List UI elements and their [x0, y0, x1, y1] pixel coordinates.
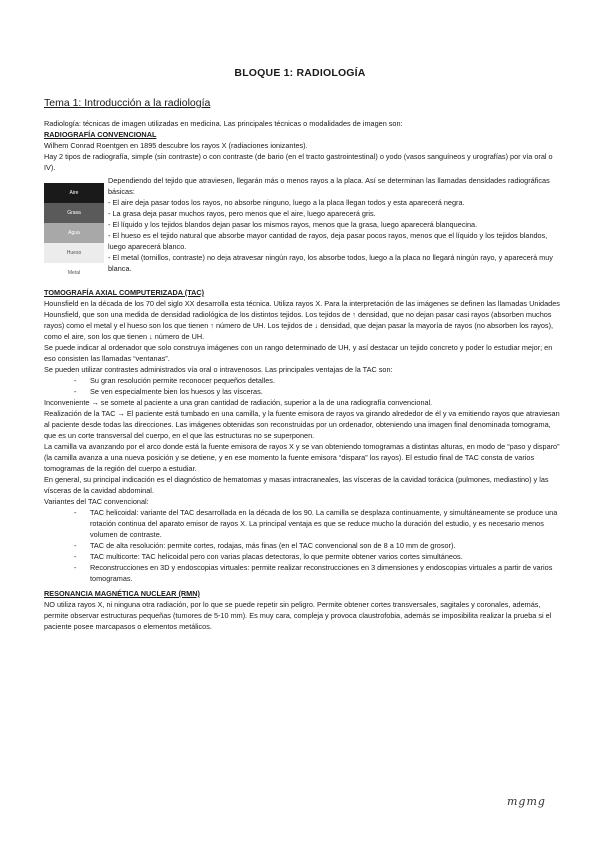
bullet-dash: -: [74, 541, 77, 550]
list-item: [44, 375, 564, 386]
density-text: [104, 175, 564, 283]
page-title: BLOQUE 1: RADIOLOGÍA: [234, 67, 366, 79]
density-scale: [44, 183, 104, 283]
density-item: - El hueso es el tejido natural que absorbe mayor cantidad de rayos, deja pasar pocos rayos, menos que el líquido y los tejidos blandos, luego aparecerá blanco.: [108, 231, 548, 251]
paragraph: Realización de la TAC → El paciente está tumbado en una camilla, y la fuente emisora de rayos va girando alrededor de él y va emitiendo rayos que atraviesan al paciente desde todas las direcciones. Las imágenes obtenidas son reconstruidas por un ordenador, obteniendo una imagen final denominada tomograma, que es un corte transversal del cuerpo, en el que las estructuras no se superponen.: [44, 409, 560, 440]
density-item: - El metal (tornillos, contraste) no deja atravesar ningún rayo, los absorbe todos, luego a la placa no llegará ningún rayo, y aparecerá muy blanca.: [108, 253, 553, 273]
radiologia-intro: Radiología: técnicas de imagen utilizadas en medicina. Las principales técnicas o modalidades de imagen son:: [44, 119, 403, 128]
bullet-dash: -: [74, 387, 77, 396]
swatch-hueso: Hueso: [44, 243, 104, 263]
radiografia-heading: RADIOGRAFÍA CONVENCIONAL: [44, 130, 157, 139]
list-item: [44, 386, 564, 397]
paragraph: En general, su principal indicación es el diagnóstico de hematomas y masas intracraneales, las vísceras de la cavidad torácica (pulmones, mediastino) y las vísceras de la cavidad abdominal.: [44, 475, 549, 495]
swatch-grasa: Grasa: [44, 203, 104, 223]
swatch-metal: Metal: [44, 263, 104, 283]
paragraph: Se pueden utilizar contrastes administrados vía oral o intravenosos. Las principales ventajas de la TAC son:: [44, 365, 393, 374]
paragraph: Wilhem Conrad Roentgen en 1895 descubre los rayos X (radiaciones ionizantes).: [44, 141, 308, 150]
paragraph: Inconveniente → se somete al paciente a una gran cantidad de radiación, superior a la de una radiografía convencional.: [44, 398, 433, 407]
list-item-text: TAC multicorte: TAC helicoidal pero con varias placas detectoras, lo que permite obtener varios cortes simultáneos.: [90, 552, 463, 561]
document-body: [44, 118, 564, 632]
list-item-text: Se ven especialmente bien los huesos y las vísceras.: [90, 387, 263, 396]
paragraph: Hay 2 tipos de radiografía, simple (sin contraste) o con contraste (de bario (en el tracto gastrointestinal) o yodo (vasos sanguíneos y urografías) por vía oral o IV).: [44, 152, 553, 172]
paragraph: Se puede indicar al ordenador que solo construya imágenes con un rango determinado de UH, y así destacar un tejido concreto y poder lo estudiar mejor; en eso consisten las llamadas “ventanas”.: [44, 343, 553, 363]
rmn-heading: RESONANCIA MAGNÉTICA NUCLEAR (RMN): [44, 589, 200, 598]
author-signature: mgmg: [507, 795, 546, 808]
list-item-text: TAC helicoidal: variante del TAC desarrollada en la década de los 90. La camilla se desplaza continuamente, y simultáneamente se produce una rotación continua del aparato emisor de rayos X. La principal ventaja es que se reduce mucho la duración del estudio, y es necesario menos volumen de contraste.: [90, 508, 558, 539]
paragraph: Variantes del TAC convencional:: [44, 497, 149, 506]
paragraph: La camilla va avanzando por el arco donde está la fuente emisora de rayos X y se van obteniendo tomogramas a distintas alturas, en modo de “paso y disparo” (la camilla avanza a una nueva posición y se detiene, y en ese momento la fuente emisora “dispara” los rayos). El estudio final de TAC consta de varios tomogramas de la región del cuerpo a estudiar.: [44, 442, 560, 473]
list-item-text: Su gran resolución permite reconocer pequeños detalles.: [90, 376, 275, 385]
density-intro: Dependiendo del tejido que atraviesen, llegarán más o menos rayos a la placa. Así se determinan las llamadas densidades radiográficas básicas:: [108, 176, 550, 196]
paragraph: Hounsfield en la década de los 70 del siglo XX desarrolla esta técnica. Utiliza rayos X. Para la interpretación de las imágenes se definen las llamadas Unidades Hounsfield, que son una medida de densidad radiológica de los distintos tejidos. Los tejidos de ↑ densidad, que no dejan pasar casi rayos (absorben muchos rayos) como el metal y el hueso son los que tienen ↑ número de UH. Los tejidos de ↓ densidad, que dejan pasar la mayoría de rayos (no absorben los rayos), como el aire, son los que tienen ↓ número de UH.: [44, 299, 560, 341]
list-item: [44, 551, 564, 562]
swatch-agua: Agua: [44, 223, 104, 243]
bullet-dash: -: [74, 563, 77, 572]
density-figure: [44, 175, 564, 283]
bullet-dash: -: [74, 508, 77, 517]
list-item: [44, 507, 564, 540]
density-item: - La grasa deja pasar muchos rayos, pero menos que el aire, luego aparecerá gris.: [108, 209, 376, 218]
density-item: - El aire deja pasar todos los rayos, no absorbe ninguno, luego a la placa llegan todos y esta aparecerá negra.: [108, 198, 465, 207]
bullet-dash: -: [74, 376, 77, 385]
list-item: [44, 540, 564, 551]
tac-heading: TOMOGRAFÍA AXIAL COMPUTERIZADA (TAC): [44, 288, 205, 297]
list-item: [44, 562, 564, 584]
bullet-dash: -: [74, 552, 77, 561]
paragraph: NO utiliza rayos X, ni ninguna otra radiación, por lo que se puede repetir sin peligro. Permite obtener cortes transversales, sagitales y coronales, además, permite observar estructuras pequeñas (tumores de 5-10 mm). Es muy cara, compleja y provoca claustrofobia, además se imposibilita realizar la prueba si el paciente posee marcapasos o elementos metálicos.: [44, 600, 552, 631]
list-item-text: TAC de alta resolución: permite cortes, rodajas, más finas (en el TAC convencional son de 8 a 10 mm de grosor).: [90, 541, 456, 550]
list-item-text: Reconstrucciones en 3D y endoscopias virtuales: permite realizar reconstrucciones en 3 dimensiones y endoscopias virtuales a partir de varios tomogramas.: [90, 563, 553, 583]
section-title: Tema 1: Introducción a la radiología: [44, 97, 211, 109]
swatch-aire: Aire: [44, 183, 104, 203]
density-item: - El líquido y los tejidos blandos dejan pasar los mismos rayos, menos que la grasa, luego aparecerá blanquecina.: [108, 220, 478, 229]
